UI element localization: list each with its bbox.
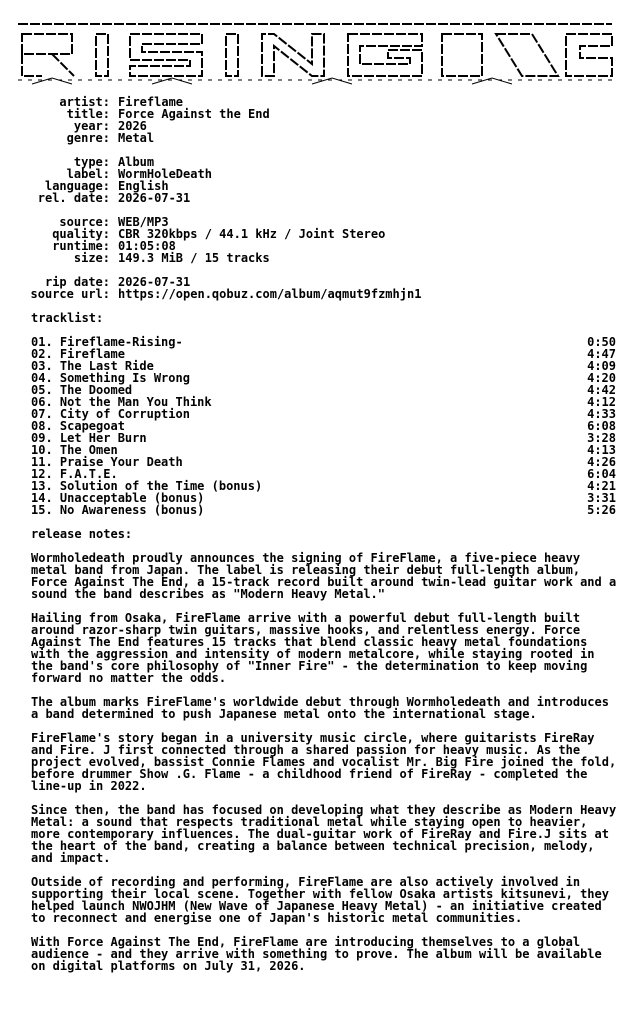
- track-time: 5:26: [587, 503, 616, 517]
- meta-value: 01:05:08: [118, 239, 176, 253]
- release-note-paragraph: Wormholedeath proudly announces the signing of FireFlame, a five-piece heavy metal band from Japan. The label is releasing their debut full-length album, Force Against The End, a 15-track record built around twin-lead guitar work and a sound the band describes as "Modern Heavy Metal.": [31, 551, 617, 601]
- tracklist: [31, 336, 616, 516]
- track-title: 02. Fireflame: [31, 347, 125, 361]
- meta-key: rip date:: [44, 275, 110, 289]
- meta-value: WEB/MP3: [118, 215, 169, 229]
- release-note-paragraph: The album marks FireFlame's worldwide debut through Wormholedeath and introduces a band determined to push Japanese metal onto the international stage.: [31, 695, 609, 721]
- track-time: 4:21: [587, 479, 616, 493]
- track-title: 09. Let Her Burn: [31, 431, 147, 445]
- meta-genre: [0, 132, 154, 144]
- meta-value: WormHoleDeath: [118, 167, 212, 181]
- track-title: 08. Scapegoat: [31, 419, 125, 433]
- meta-key: rel. date:: [37, 191, 110, 205]
- track-title: 10. The Omen: [31, 443, 118, 457]
- release-notes-heading: release notes:: [31, 527, 133, 541]
- meta-value: Force Against the End: [118, 107, 270, 121]
- track-time: 6:04: [587, 467, 616, 481]
- track-title: 03. The Last Ride: [31, 359, 154, 373]
- meta-size: [0, 252, 270, 264]
- track-row: [31, 456, 616, 468]
- meta-source-url: [0, 288, 421, 300]
- track-time: 4:33: [587, 407, 616, 421]
- meta-value: 2026: [118, 119, 147, 133]
- release-note-paragraph: With Force Against The End, FireFlame are introducing themselves to a global audience - and they arrive with something to prove. The album will be available on digital platforms on July 31, 2026.: [31, 935, 602, 973]
- track-time: 4:26: [587, 455, 616, 469]
- track-time: 4:12: [587, 395, 616, 409]
- track-title: 05. The Doomed: [31, 383, 133, 397]
- meta-value: Metal: [118, 131, 155, 145]
- meta-value: Album: [118, 155, 155, 169]
- release-note-paragraph: Outside of recording and performing, FireFlame are also actively involved in supporting their local scene. Together with fellow Osaka artists kitsunevi, they helped launch NWOJHM (New Wave of Japanese Heavy Metal) - an initiative created to reconnect and energise one of Japan's historic metal communities.: [31, 875, 609, 925]
- meta-key: type:: [73, 155, 110, 169]
- track-title: 11. Praise Your Death: [31, 455, 183, 469]
- track-title: 01. Fireflame-Rising-: [31, 335, 183, 349]
- meta-key: source url:: [30, 287, 110, 301]
- meta-key: label:: [66, 167, 110, 181]
- track-time: 4:09: [587, 359, 616, 373]
- meta-key: size:: [73, 251, 110, 265]
- meta-key: language:: [44, 179, 110, 193]
- track-time: 4:47: [587, 347, 616, 361]
- meta-value: CBR 320kbps / 44.1 kHz / Joint Stereo: [118, 227, 386, 241]
- meta-key: quality:: [52, 227, 110, 241]
- track-title: 14. Unacceptable (bonus): [31, 491, 205, 505]
- track-title: 12. F.A.T.E.: [31, 467, 118, 481]
- source-url-link[interactable]: https://open.qobuz.com/album/aqmut9fzmhjn1: [118, 287, 422, 301]
- meta-key: year:: [73, 119, 110, 133]
- track-title: 13. Solution of the Time (bonus): [31, 479, 263, 493]
- rising-logo-art: [12, 14, 620, 86]
- meta-key: title:: [66, 107, 110, 121]
- meta-key: source:: [59, 215, 110, 229]
- meta-key: runtime:: [52, 239, 110, 253]
- track-time: 0:50: [587, 335, 616, 349]
- meta-rel-date: [0, 192, 190, 204]
- release-note-paragraph: Hailing from Osaka, FireFlame arrive with a powerful debut full-length built around razor-sharp twin guitars, massive hooks, and relentless energy. Force Against The End features 15 tracks that blend classic heavy metal foundations with the aggression and intensity of modern metalcore, while staying rooted in the band's core philosophy of "Inner Fire" - the determination to keep moving forward no matter the odds.: [31, 611, 595, 685]
- meta-key: genre:: [66, 131, 110, 145]
- track-time: 3:28: [587, 431, 616, 445]
- release-note-paragraph: FireFlame's story began in a university music circle, where guitarists FireRay and Fire. J first connected through a shared passion for heavy music. As the project evolved, bassist Connie Flames and vocalist Mr. Big Fire joined the fold, before drummer Show .G. Flame - a childhood friend of FireRay - completed the line-up in 2022.: [31, 731, 617, 793]
- track-time: 6:08: [587, 419, 616, 433]
- rising-logo: [12, 14, 620, 86]
- track-time: 4:42: [587, 383, 616, 397]
- track-title: 04. Something Is Wrong: [31, 371, 190, 385]
- track-time: 3:31: [587, 491, 616, 505]
- meta-value: 2026-07-31: [118, 191, 191, 205]
- track-row: [31, 432, 616, 444]
- release-note-paragraph: Since then, the band has focused on developing what they describe as Modern Heavy Metal: a sound that respects traditional metal while staying open to heavier, more contemporary influences. The dual-guitar work of FireRay and Fire.J sits at the heart of the band, creating a balance between technical precision, melody, and impact.: [31, 803, 617, 865]
- meta-value: English: [118, 179, 169, 193]
- track-time: 4:20: [587, 371, 616, 385]
- tracklist-heading: tracklist:: [31, 311, 104, 325]
- track-title: 15. No Awareness (bonus): [31, 503, 205, 517]
- track-title: 06. Not the Man You Think: [31, 395, 212, 409]
- meta-key: artist:: [59, 95, 110, 109]
- meta-value: 2026-07-31: [118, 275, 191, 289]
- track-row: [31, 504, 616, 516]
- meta-value: 149.3 MiB / 15 tracks: [118, 251, 270, 265]
- track-time: 4:13: [587, 443, 616, 457]
- track-title: 07. City of Corruption: [31, 407, 190, 421]
- release-notes: [31, 552, 619, 984]
- meta-value: Fireflame: [118, 95, 184, 109]
